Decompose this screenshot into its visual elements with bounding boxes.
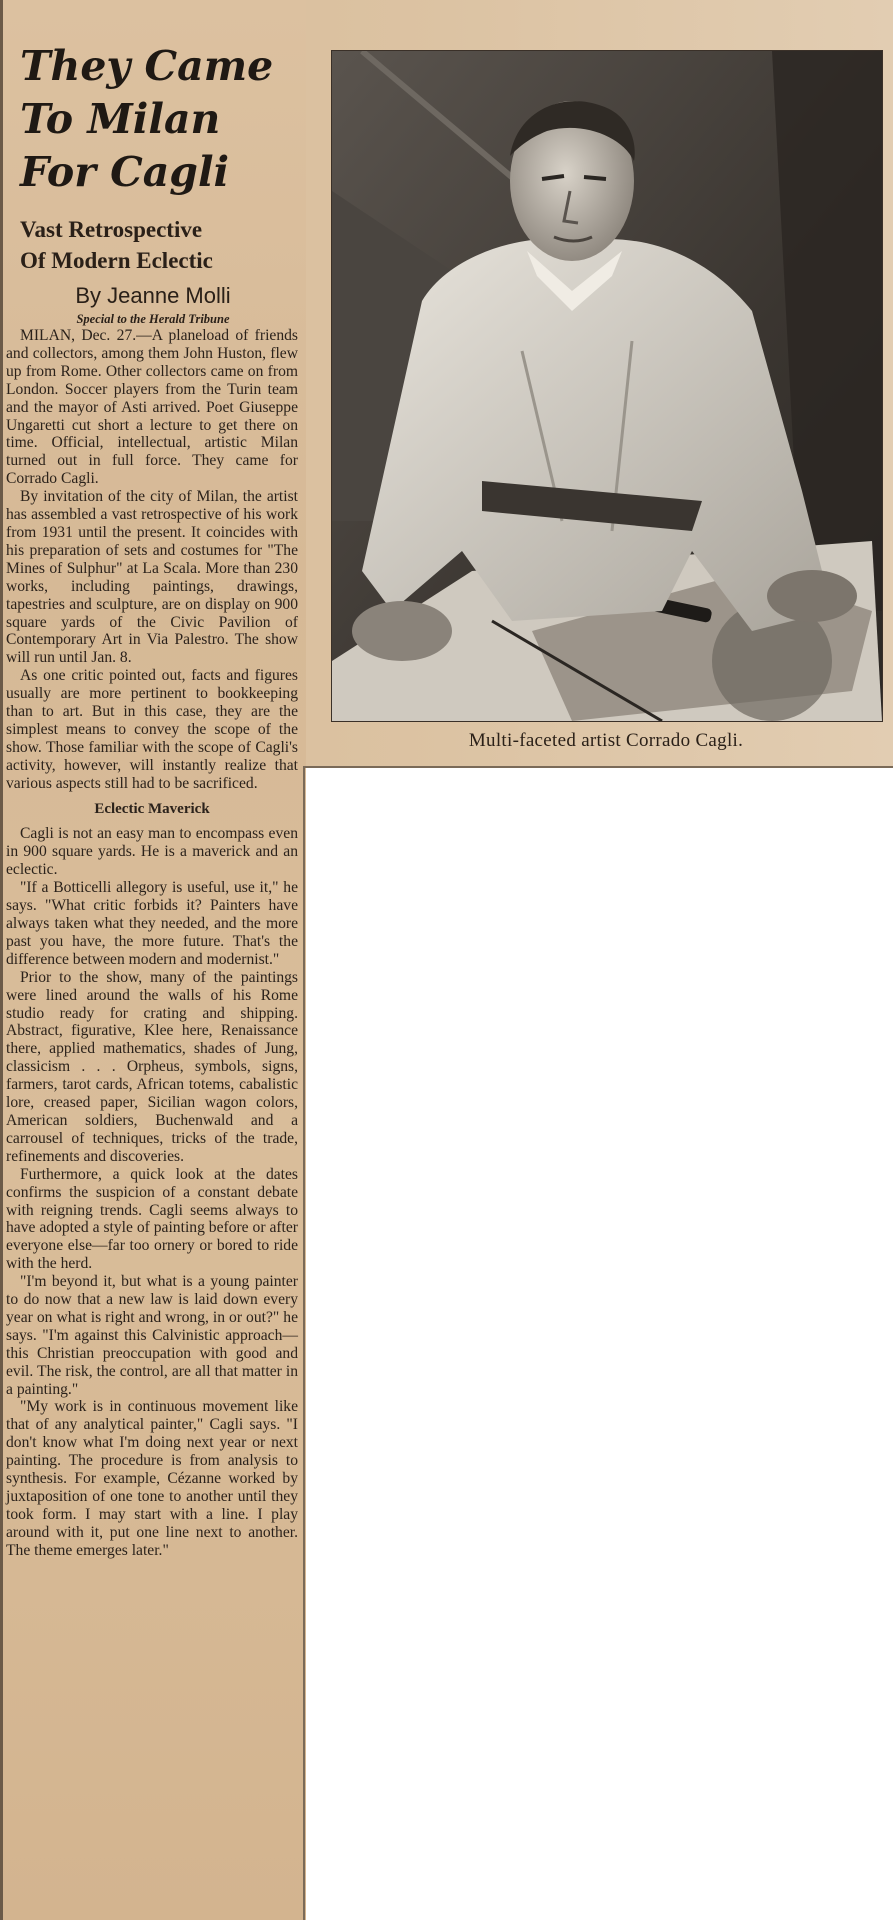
deck-headline <box>20 214 320 276</box>
article-paragraph: "If a Botticelli allegory is useful, use it," he says. "What critic forbids it? Painters have always taken what they needed, and the more past you have, the more future. That's the difference between modern and modernist." <box>6 879 298 968</box>
deck-line: Of Modern Eclectic <box>20 248 213 273</box>
artist-photo-illustration <box>332 51 882 721</box>
headline-line: They Came <box>20 42 274 90</box>
article-paragraph: Prior to the show, many of the paintings were lined around the walls of his Rome studio ready for crating and shipping. Abstract, figurative, Klee here, Renaissance there, applied mathematics, shades of Jung, classicism . . . Orpheus, symbols, signs, farmers, tarot cards, African totems, cabalistic lore, creased paper, Sicilian wagon colors, American soldiers, Buchenwald and a carrousel of techniques, tricks of the trade, refinements and discoveries. <box>6 968 298 1165</box>
artist-photo <box>331 50 883 722</box>
deck-line: Vast Retrospective <box>20 217 203 242</box>
article-subhead: Eclectic Maverick <box>94 800 210 817</box>
headline-line: To Milan <box>20 95 221 143</box>
headline <box>20 40 320 199</box>
article-body <box>6 327 298 1560</box>
headline-line: For Cagli <box>20 148 230 196</box>
byline: By Jeanne Molli <box>75 283 231 308</box>
article-paragraph: "My work is in continuous movement like that of any analytical painter," Cagli says. "I don't know what I'm doing next year or next painting. The procedure is from analysis to synthesis. For example, Cézanne worked by juxtaposition of one tone to another until they took form. I may start with a line. I play around with it, put one line next to another. The theme emerges later." <box>6 1398 298 1559</box>
article-paragraph: "I'm beyond it, but what is a young painter to do now that a new law is laid down every year on what is right and wrong, in or out?" he says. "I'm against this Calvinistic approach—this Christian preoccupation with good and evil. The risk, the control, are all that matter in a painting." <box>6 1273 298 1398</box>
article-paragraph: As one critic pointed out, facts and figures usually are more pertinent to bookkeeping than to art. But in this case, they are the simplest means to convey the scope of the show. Those familiar with the scope of Cagli's activity, however, will instantly realize that various aspects still had to be sacrificed. <box>6 667 298 792</box>
photo-caption: Multi-faceted artist Corrado Cagli. <box>468 730 744 751</box>
byline-credit: Special to the Herald Tribune <box>76 312 230 326</box>
article-paragraph: By invitation of the city of Milan, the artist has assembled a vast retrospective of his work from 1931 until the present. It coincides with his preparation of sets and costumes for "The Mines of Sulphur" at La Scala. More than 230 works, including paintings, drawings, tapestries and sculpture, are on display on 900 square yards of the Civic Pavilion of Contemporary Art in Via Palestro. The show will run until Jan. 8. <box>6 488 298 667</box>
column-edge-rule <box>303 768 305 1920</box>
photo-bottom-rule <box>303 766 893 768</box>
article-paragraph: Cagli is not an easy man to encompass even in 900 square yards. He is a maverick and an eclectic. <box>6 825 298 879</box>
article-paragraph: MILAN, Dec. 27.—A planeload of friends and collectors, among them John Huston, flew up from Rome. Other collectors came on from London. Soccer players from the Turin team and the mayor of Asti arrived. Poet Giuseppe Ungaretti cut short a lecture to get there on time. Official, intellectual, artistic Milan turned out in full force. They came for Corrado Cagli. <box>6 327 298 488</box>
article-paragraph: Furthermore, a quick look at the dates confirms the suspicion of a constant debate with reigning trends. Cagli seems always to have adopted a style of painting before or after everyone else—far too ornery or bored to ride with the herd. <box>6 1165 298 1273</box>
